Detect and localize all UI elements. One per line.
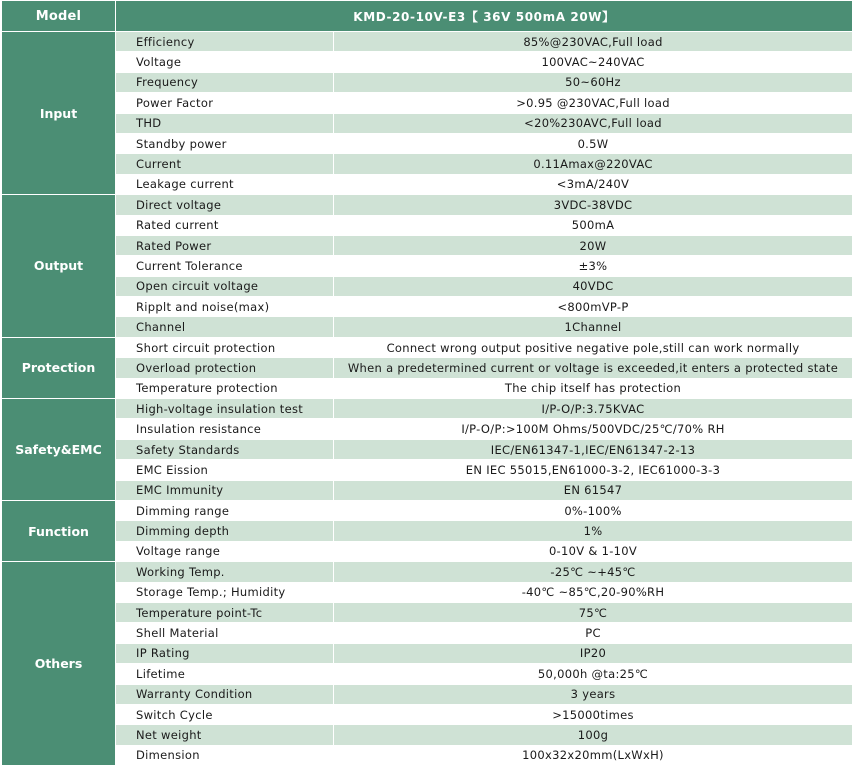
param-name: Ripplt and noise(max) xyxy=(116,297,334,317)
param-name: Frequency xyxy=(116,72,334,92)
table-row xyxy=(2,174,853,194)
table-row xyxy=(2,521,853,541)
table-row xyxy=(2,664,853,684)
table-row xyxy=(2,623,853,643)
param-name: Dimming range xyxy=(116,500,334,520)
param-value: -25℃ ~+45℃ xyxy=(334,562,853,582)
param-value: I/P-O/P:3.75KVAC xyxy=(334,399,853,419)
param-value: 0-10V & 1-10V xyxy=(334,541,853,561)
table-row xyxy=(2,72,853,92)
param-name: EMC Immunity xyxy=(116,480,334,500)
param-name: Dimming depth xyxy=(116,521,334,541)
param-name: Current xyxy=(116,154,334,174)
param-value: 75℃ xyxy=(334,602,853,622)
param-value: 40VDC xyxy=(334,276,853,296)
param-value: ±3% xyxy=(334,256,853,276)
param-value: 100VAC~240VAC xyxy=(334,52,853,72)
table-row xyxy=(2,460,853,480)
table-row xyxy=(2,704,853,724)
param-name: Overload protection xyxy=(116,358,334,378)
table-row xyxy=(2,215,853,235)
param-value: The chip itself has protection xyxy=(334,378,853,398)
param-name: Rated Power xyxy=(116,235,334,255)
table-row xyxy=(2,582,853,602)
param-name: Shell Material xyxy=(116,623,334,643)
param-value: EN 61547 xyxy=(334,480,853,500)
param-name: Leakage current xyxy=(116,174,334,194)
param-name: Temperature protection xyxy=(116,378,334,398)
param-name: Safety Standards xyxy=(116,439,334,459)
param-value: 1% xyxy=(334,521,853,541)
spec-body xyxy=(2,32,853,766)
param-value: 0.11Amax@220VAC xyxy=(334,154,853,174)
group-label: Function xyxy=(2,500,116,561)
param-value: Connect wrong output positive negative pole,still can work normally xyxy=(334,337,853,357)
table-row xyxy=(2,378,853,398)
param-value: 20W xyxy=(334,235,853,255)
table-row xyxy=(2,133,853,153)
table-row xyxy=(2,541,853,561)
table-row xyxy=(2,32,853,52)
table-row xyxy=(2,602,853,622)
table-row xyxy=(2,643,853,663)
param-name: Short circuit protection xyxy=(116,337,334,357)
param-value: 500mA xyxy=(334,215,853,235)
param-name: Lifetime xyxy=(116,664,334,684)
table-row xyxy=(2,154,853,174)
param-name: EMC Eission xyxy=(116,460,334,480)
param-name: Dimension xyxy=(116,745,334,765)
header-row xyxy=(2,1,853,32)
group-label: Protection xyxy=(2,337,116,398)
table-row xyxy=(2,500,853,520)
table-row xyxy=(2,439,853,459)
table-row xyxy=(2,684,853,704)
table-row xyxy=(2,745,853,765)
param-name: Direct voltage xyxy=(116,195,334,215)
param-name: IP Rating xyxy=(116,643,334,663)
param-value: 3 years xyxy=(334,684,853,704)
param-name: Warranty Condition xyxy=(116,684,334,704)
group-label: Safety&EMC xyxy=(2,399,116,501)
table-row xyxy=(2,399,853,419)
param-value: 1Channel xyxy=(334,317,853,337)
param-name: Voltage xyxy=(116,52,334,72)
param-name: Working Temp. xyxy=(116,562,334,582)
param-value: >15000times xyxy=(334,704,853,724)
table-row xyxy=(2,113,853,133)
param-value: 0.5W xyxy=(334,133,853,153)
param-name: Net weight xyxy=(116,725,334,745)
table-row xyxy=(2,235,853,255)
group-label: Output xyxy=(2,195,116,338)
param-name: THD xyxy=(116,113,334,133)
param-value: <20%230AVC,Full load xyxy=(334,113,853,133)
table-row xyxy=(2,297,853,317)
param-value: 3VDC-38VDC xyxy=(334,195,853,215)
param-name: Efficiency xyxy=(116,32,334,52)
param-name: Open circuit voltage xyxy=(116,276,334,296)
param-value: 100x32x20mm(LxWxH) xyxy=(334,745,853,765)
param-name: Standby power xyxy=(116,133,334,153)
table-row xyxy=(2,562,853,582)
param-value: >0.95 @230VAC,Full load xyxy=(334,93,853,113)
table-row xyxy=(2,480,853,500)
param-value: I/P-O/P:>100M Ohms/500VDC/25℃/70% RH xyxy=(334,419,853,439)
param-name: Insulation resistance xyxy=(116,419,334,439)
param-name: Channel xyxy=(116,317,334,337)
param-value: 100g xyxy=(334,725,853,745)
table-row xyxy=(2,52,853,72)
table-row xyxy=(2,358,853,378)
param-value: PC xyxy=(334,623,853,643)
table-row xyxy=(2,337,853,357)
param-value: <800mVP-P xyxy=(334,297,853,317)
table-row xyxy=(2,195,853,215)
param-value: 0%-100% xyxy=(334,500,853,520)
table-row xyxy=(2,419,853,439)
param-value: 50,000h @ta:25℃ xyxy=(334,664,853,684)
param-name: Voltage range xyxy=(116,541,334,561)
param-value: EN IEC 55015,EN61000-3-2, IEC61000-3-3 xyxy=(334,460,853,480)
table-row xyxy=(2,276,853,296)
param-name: Switch Cycle xyxy=(116,704,334,724)
spec-table xyxy=(1,0,853,766)
param-value: <3mA/240V xyxy=(334,174,853,194)
param-name: Temperature point-Tc xyxy=(116,602,334,622)
param-name: Rated current xyxy=(116,215,334,235)
param-value: 85%@230VAC,Full load xyxy=(334,32,853,52)
group-label: Input xyxy=(2,32,116,195)
param-value: When a predetermined current or voltage is exceeded,it enters a protected state xyxy=(334,358,853,378)
param-value: IP20 xyxy=(334,643,853,663)
param-name: Power Factor xyxy=(116,93,334,113)
param-value: -40℃ ~85℃,20-90%RH xyxy=(334,582,853,602)
param-name: High-voltage insulation test xyxy=(116,399,334,419)
param-name: Storage Temp.; Humidity xyxy=(116,582,334,602)
table-row xyxy=(2,93,853,113)
param-value: IEC/EN61347-1,IEC/EN61347-2-13 xyxy=(334,439,853,459)
table-row xyxy=(2,256,853,276)
group-label: Others xyxy=(2,562,116,766)
table-row xyxy=(2,317,853,337)
model-title: KMD-20-10V-E3【 36V 500mA 20W】 xyxy=(116,1,853,32)
table-row xyxy=(2,725,853,745)
param-value: 50~60Hz xyxy=(334,72,853,92)
model-label: Model xyxy=(2,1,116,32)
param-name: Current Tolerance xyxy=(116,256,334,276)
